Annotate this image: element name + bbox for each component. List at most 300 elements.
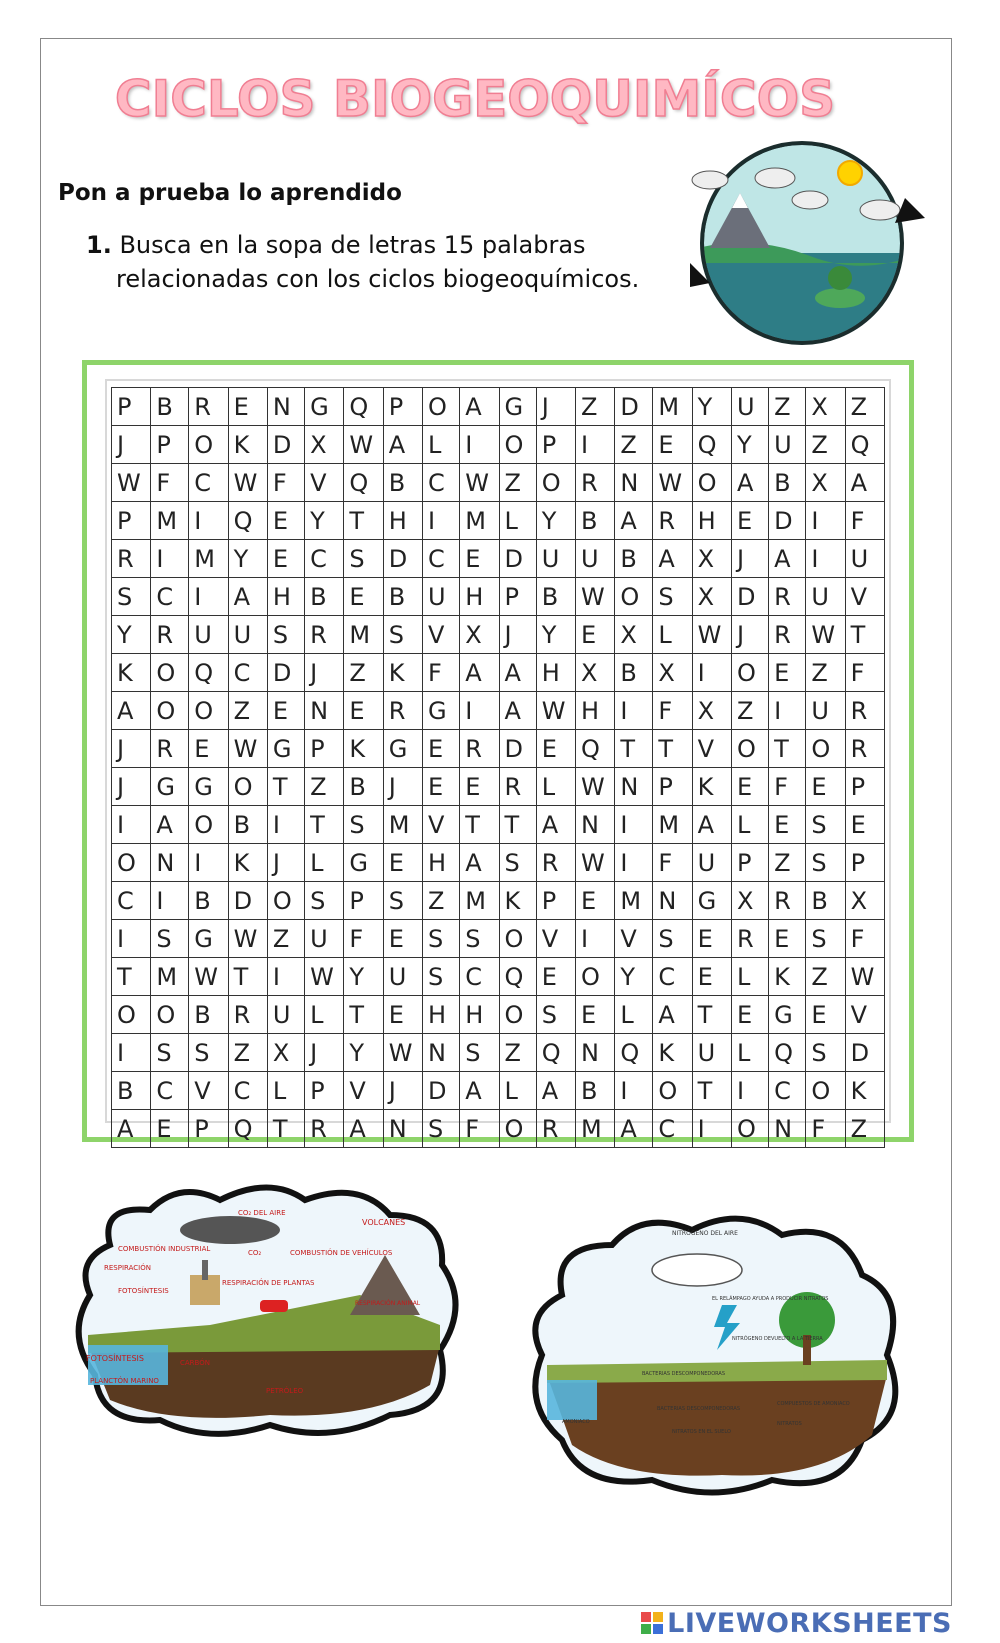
word-search-cell[interactable]: J [383,768,422,806]
word-search-cell[interactable]: Z [423,882,460,920]
word-search-cell[interactable]: V [692,730,731,768]
word-search-cell[interactable]: P [383,388,422,426]
word-search-cell[interactable]: K [692,768,731,806]
word-search-cell[interactable]: D [731,578,768,616]
word-search-cell[interactable]: T [653,730,692,768]
word-search-cell[interactable]: V [536,920,575,958]
word-search-cell[interactable]: P [112,388,151,426]
word-search-cell[interactable]: B [806,882,845,920]
word-search-cell[interactable]: A [112,692,151,730]
word-search-cell[interactable]: B [576,1072,615,1110]
word-search-cell[interactable]: R [845,730,884,768]
word-search-cell[interactable]: A [653,996,692,1034]
word-search-cell[interactable]: E [845,806,884,844]
word-search-cell[interactable]: A [460,654,499,692]
word-search-cell[interactable]: R [536,844,575,882]
word-search-cell[interactable]: C [151,1072,189,1110]
word-search-cell[interactable]: A [769,540,806,578]
word-search-cell[interactable]: S [460,920,499,958]
word-search-cell[interactable]: E [536,958,575,996]
word-search-cell[interactable]: T [692,996,731,1034]
word-search-cell[interactable]: A [112,1110,151,1148]
word-search-cell[interactable]: X [806,464,845,502]
word-search-cell[interactable]: L [615,996,653,1034]
word-search-cell[interactable]: Y [305,502,344,540]
word-search-cell[interactable]: G [692,882,731,920]
word-search-cell[interactable]: P [499,578,536,616]
word-search-cell[interactable]: O [151,654,189,692]
word-search-cell[interactable]: H [576,692,615,730]
word-search-cell[interactable]: M [383,806,422,844]
word-search-cell[interactable]: E [189,730,228,768]
word-search-cell[interactable]: O [806,1072,845,1110]
word-search-cell[interactable]: V [615,920,653,958]
word-search-cell[interactable]: T [267,1110,304,1148]
word-search-cell[interactable]: Q [344,464,383,502]
word-search-cell[interactable]: I [806,540,845,578]
word-search-cell[interactable]: B [769,464,806,502]
word-search-cell[interactable]: A [460,1072,499,1110]
word-search-cell[interactable]: A [460,844,499,882]
word-search-cell[interactable]: I [615,692,653,730]
word-search-cell[interactable]: Y [692,388,731,426]
word-search-cell[interactable]: E [151,1110,189,1148]
word-search-cell[interactable]: Y [536,502,575,540]
word-search-cell[interactable]: L [499,502,536,540]
word-search-cell[interactable]: T [692,1072,731,1110]
word-search-cell[interactable]: A [228,578,267,616]
word-search-cell[interactable]: Z [845,388,884,426]
word-search-cell[interactable]: Y [228,540,267,578]
word-search-cell[interactable]: E [692,920,731,958]
word-search-cell[interactable]: B [615,654,653,692]
word-search-cell[interactable]: K [344,730,383,768]
word-search-cell[interactable]: W [344,426,383,464]
word-search-cell[interactable]: W [383,1034,422,1072]
word-search-cell[interactable]: Z [305,768,344,806]
word-search-cell[interactable]: M [460,882,499,920]
word-search-cell[interactable]: O [112,844,151,882]
word-search-cell[interactable]: P [189,1110,228,1148]
word-search-cell[interactable]: B [344,768,383,806]
word-search-cell[interactable]: D [845,1034,884,1072]
word-search-cell[interactable]: Z [499,464,536,502]
word-search-cell[interactable]: C [151,578,189,616]
word-search-cell[interactable]: S [423,920,460,958]
word-search-cell[interactable]: N [769,1110,806,1148]
word-search-cell[interactable]: S [536,996,575,1034]
word-search-cell[interactable]: C [228,1072,267,1110]
word-search-cell[interactable]: Z [806,654,845,692]
word-search-cell[interactable]: F [845,920,884,958]
word-search-cell[interactable]: W [460,464,499,502]
word-search-cell[interactable]: E [692,958,731,996]
word-search-cell[interactable]: A [499,654,536,692]
word-search-cell[interactable]: E [344,692,383,730]
word-search-cell[interactable]: O [151,692,189,730]
word-search-cell[interactable]: C [305,540,344,578]
word-search-cell[interactable]: E [576,996,615,1034]
word-search-cell[interactable]: I [112,1034,151,1072]
word-search-cell[interactable]: Z [228,1034,267,1072]
word-search-cell[interactable]: D [228,882,267,920]
word-search-cell[interactable]: V [845,578,884,616]
word-search-cell[interactable]: G [383,730,422,768]
word-search-cell[interactable]: W [228,920,267,958]
word-search-cell[interactable]: E [576,616,615,654]
word-search-cell[interactable]: C [460,958,499,996]
word-search-cell[interactable]: X [305,426,344,464]
word-search-cell[interactable]: P [845,768,884,806]
word-search-cell[interactable]: N [267,388,304,426]
word-search-cell[interactable]: G [189,920,228,958]
word-search-cell[interactable]: E [344,578,383,616]
word-search-cell[interactable]: Z [499,1034,536,1072]
word-search-cell[interactable]: G [151,768,189,806]
word-search-cell[interactable]: C [189,464,228,502]
word-search-cell[interactable]: I [460,426,499,464]
word-search-cell[interactable]: E [769,806,806,844]
word-search-cell[interactable]: B [189,996,228,1034]
word-search-cell[interactable]: O [806,730,845,768]
word-search-cell[interactable]: O [189,692,228,730]
word-search-cell[interactable]: T [267,768,304,806]
word-search-cell[interactable]: H [536,654,575,692]
word-search-cell[interactable]: E [460,768,499,806]
word-search-cell[interactable]: E [536,730,575,768]
word-search-cell[interactable]: J [305,654,344,692]
word-search-cell[interactable]: B [305,578,344,616]
word-search-cell[interactable]: U [576,540,615,578]
word-search-cell[interactable]: K [845,1072,884,1110]
word-search-cell[interactable]: F [344,920,383,958]
word-search-cell[interactable]: O [499,426,536,464]
word-search-cell[interactable]: W [576,844,615,882]
word-search-cell[interactable]: G [423,692,460,730]
word-search-cell[interactable]: P [305,1072,344,1110]
word-search-cell[interactable]: G [305,388,344,426]
word-search-cell[interactable]: U [305,920,344,958]
word-search-cell[interactable]: N [576,1034,615,1072]
word-search-cell[interactable]: A [344,1110,383,1148]
word-search-cell[interactable]: O [692,464,731,502]
word-search-cell[interactable]: X [845,882,884,920]
word-search-cell[interactable]: B [576,502,615,540]
word-search-cell[interactable]: X [653,654,692,692]
word-search-cell[interactable]: S [383,616,422,654]
word-search-cell[interactable]: M [189,540,228,578]
word-search-cell[interactable]: T [344,502,383,540]
word-search-cell[interactable]: A [151,806,189,844]
word-search-cell[interactable]: E [731,502,768,540]
word-search-cell[interactable]: G [344,844,383,882]
word-search-cell[interactable]: Y [615,958,653,996]
word-search-cell[interactable]: S [499,844,536,882]
word-search-cell[interactable]: A [499,692,536,730]
word-search-cell[interactable]: V [423,616,460,654]
word-search-cell[interactable]: W [576,768,615,806]
word-search-cell[interactable]: O [499,1110,536,1148]
word-search-cell[interactable]: I [615,806,653,844]
word-search-cell[interactable]: R [536,1110,575,1148]
word-search-cell[interactable]: Y [344,1034,383,1072]
word-search-cell[interactable]: W [806,616,845,654]
word-search-cell[interactable]: F [845,654,884,692]
word-search-cell[interactable]: E [806,996,845,1034]
word-search-cell[interactable]: F [653,844,692,882]
word-search-cell[interactable]: R [499,768,536,806]
word-search-cell[interactable]: S [267,616,304,654]
word-search-cell[interactable]: O [536,464,575,502]
word-search-cell[interactable]: Z [845,1110,884,1148]
word-search-cell[interactable]: D [423,1072,460,1110]
word-search-cell[interactable]: L [653,616,692,654]
word-search-cell[interactable]: I [151,882,189,920]
word-search-cell[interactable]: C [653,958,692,996]
word-search-cell[interactable]: Z [576,388,615,426]
word-search-cell[interactable]: X [806,388,845,426]
word-search-cell[interactable]: E [228,388,267,426]
word-search-cell[interactable]: V [845,996,884,1034]
word-search-cell[interactable]: N [576,806,615,844]
word-search-cell[interactable]: S [806,806,845,844]
word-search-cell[interactable]: S [806,844,845,882]
word-search-cell[interactable]: W [692,616,731,654]
word-search-cell[interactable]: Z [769,844,806,882]
word-search-cell[interactable]: A [536,1072,575,1110]
word-search-cell[interactable]: W [576,578,615,616]
word-search-cell[interactable]: E [806,768,845,806]
word-search-cell[interactable]: B [536,578,575,616]
word-search-cell[interactable]: F [806,1110,845,1148]
word-search-cell[interactable]: I [460,692,499,730]
word-search-cell[interactable]: S [112,578,151,616]
word-search-cell[interactable]: V [305,464,344,502]
word-search-cell[interactable]: I [731,1072,768,1110]
word-search-cell[interactable]: O [112,996,151,1034]
word-search-cell[interactable]: Q [536,1034,575,1072]
word-search-cell[interactable]: R [112,540,151,578]
word-search-cell[interactable]: L [536,768,575,806]
word-search-cell[interactable]: V [189,1072,228,1110]
word-search-cell[interactable]: P [536,882,575,920]
word-search-cell[interactable]: I [112,920,151,958]
word-search-cell[interactable]: V [423,806,460,844]
word-search-cell[interactable]: D [499,540,536,578]
word-search-cell[interactable]: S [653,920,692,958]
word-search-cell[interactable]: I [615,1072,653,1110]
word-search-cell[interactable]: R [769,882,806,920]
word-search-cell[interactable]: Q [228,502,267,540]
word-search-cell[interactable]: Y [536,616,575,654]
word-search-cell[interactable]: U [423,578,460,616]
word-search-cell[interactable]: F [267,464,304,502]
word-search-cell[interactable]: A [845,464,884,502]
word-search-cell[interactable]: B [151,388,189,426]
word-search-cell[interactable]: A [615,502,653,540]
word-search-cell[interactable]: S [305,882,344,920]
word-search-cell[interactable]: H [423,996,460,1034]
word-search-cell[interactable]: M [653,388,692,426]
word-search-cell[interactable]: X [692,578,731,616]
word-search-cell[interactable]: O [151,996,189,1034]
word-search-cell[interactable]: Z [806,426,845,464]
word-search-cell[interactable]: R [769,616,806,654]
word-search-cell[interactable]: Q [692,426,731,464]
word-search-cell[interactable]: K [112,654,151,692]
word-search-cell[interactable]: M [576,1110,615,1148]
word-search-cell[interactable]: A [383,426,422,464]
word-search-cell[interactable]: T [305,806,344,844]
word-search-cell[interactable]: I [615,844,653,882]
word-search-cell[interactable]: S [460,1034,499,1072]
word-search-cell[interactable]: R [845,692,884,730]
word-search-cell[interactable]: U [731,388,768,426]
word-search-cell[interactable]: I [151,540,189,578]
word-search-cell[interactable]: H [423,844,460,882]
word-search-cell[interactable]: I [692,1110,731,1148]
word-search-cell[interactable]: I [769,692,806,730]
word-search-cell[interactable]: P [731,844,768,882]
word-search-cell[interactable]: W [653,464,692,502]
word-search-cell[interactable]: W [228,464,267,502]
word-search-cell[interactable]: O [228,768,267,806]
word-search-cell[interactable]: R [769,578,806,616]
word-search-cell[interactable]: G [267,730,304,768]
word-search-cell[interactable]: B [189,882,228,920]
word-search-cell[interactable]: H [692,502,731,540]
word-search-cell[interactable]: E [383,920,422,958]
word-search-cell[interactable]: J [112,768,151,806]
word-search-cell[interactable]: S [423,1110,460,1148]
word-search-cell[interactable]: S [151,920,189,958]
word-search-cell[interactable]: H [460,578,499,616]
word-search-cell[interactable]: B [228,806,267,844]
word-search-cell[interactable]: S [806,920,845,958]
word-search-cell[interactable]: O [731,654,768,692]
word-search-cell[interactable]: O [615,578,653,616]
word-search-cell[interactable]: O [499,920,536,958]
word-search-cell[interactable]: T [460,806,499,844]
word-search-cell[interactable]: O [499,996,536,1034]
word-search-cell[interactable]: Q [615,1034,653,1072]
word-search-cell[interactable]: I [189,844,228,882]
word-search-cell[interactable]: J [112,426,151,464]
word-search-cell[interactable]: T [845,616,884,654]
word-search-cell[interactable]: S [344,806,383,844]
word-search-cell[interactable]: Q [228,1110,267,1148]
word-search-cell[interactable]: R [305,1110,344,1148]
word-search-cell[interactable]: U [383,958,422,996]
word-search-cell[interactable]: J [499,616,536,654]
word-search-cell[interactable]: N [423,1034,460,1072]
word-search-cell[interactable]: X [615,616,653,654]
word-search-cell[interactable]: Z [731,692,768,730]
word-search-cell[interactable]: N [615,464,653,502]
word-search-cell[interactable]: Y [112,616,151,654]
word-search-cell[interactable]: S [344,540,383,578]
word-search-cell[interactable]: I [112,806,151,844]
word-search-cell[interactable]: Q [576,730,615,768]
word-search-cell[interactable]: E [383,996,422,1034]
word-search-cell[interactable]: D [499,730,536,768]
word-search-cell[interactable]: F [845,502,884,540]
word-search-cell[interactable]: E [423,768,460,806]
word-search-cell[interactable]: I [692,654,731,692]
word-search-cell[interactable]: R [460,730,499,768]
word-search-cell[interactable]: I [423,502,460,540]
word-search-cell[interactable]: E [460,540,499,578]
word-search-cell[interactable]: D [267,654,304,692]
word-search-cell[interactable]: S [423,958,460,996]
word-search-cell[interactable]: R [731,920,768,958]
word-search-cell[interactable]: G [769,996,806,1034]
word-search-cell[interactable]: D [267,426,304,464]
word-search-cell[interactable]: Y [344,958,383,996]
word-search-cell[interactable]: N [151,844,189,882]
word-search-cell[interactable]: Y [731,426,768,464]
word-search-cell[interactable]: O [267,882,304,920]
word-search-cell[interactable]: W [189,958,228,996]
word-search-cell[interactable]: O [576,958,615,996]
word-search-cell[interactable]: O [189,806,228,844]
word-search-cell[interactable]: L [731,806,768,844]
word-search-cell[interactable]: I [189,578,228,616]
word-search-cell[interactable]: O [731,1110,768,1148]
word-search-cell[interactable]: Z [769,388,806,426]
word-search-cell[interactable]: L [423,426,460,464]
word-search-cell[interactable]: K [769,958,806,996]
word-search-cell[interactable]: Z [267,920,304,958]
word-search-cell[interactable]: W [536,692,575,730]
word-search-cell[interactable]: X [576,654,615,692]
word-search-cell[interactable]: W [228,730,267,768]
word-search-cell[interactable]: S [189,1034,228,1072]
word-search-cell[interactable]: U [806,692,845,730]
word-search-cell[interactable]: Q [189,654,228,692]
word-search-cell[interactable]: I [576,426,615,464]
word-search-cell[interactable]: U [769,426,806,464]
word-search-cell[interactable]: J [536,388,575,426]
word-search-cell[interactable]: F [151,464,189,502]
word-search-cell[interactable]: D [615,388,653,426]
word-search-cell[interactable]: T [112,958,151,996]
word-search-cell[interactable]: C [423,540,460,578]
word-search-cell[interactable]: H [383,502,422,540]
word-search-cell[interactable]: L [305,996,344,1034]
word-search-cell[interactable]: A [536,806,575,844]
word-search-cell[interactable]: R [189,388,228,426]
word-search-cell[interactable]: N [305,692,344,730]
word-search-cell[interactable]: E [769,654,806,692]
word-search-cell[interactable]: S [151,1034,189,1072]
word-search-cell[interactable]: O [189,426,228,464]
word-search-cell[interactable]: K [228,844,267,882]
word-search-cell[interactable]: D [383,540,422,578]
word-search-cell[interactable]: X [692,692,731,730]
word-search-cell[interactable]: S [383,882,422,920]
word-search-cell[interactable]: F [653,692,692,730]
word-search-cell[interactable]: E [653,426,692,464]
word-search-cell[interactable]: P [112,502,151,540]
word-search-cell[interactable]: L [499,1072,536,1110]
word-search-cell[interactable]: R [576,464,615,502]
word-search-cell[interactable]: V [344,1072,383,1110]
word-search-cell[interactable]: E [267,692,304,730]
word-search-cell[interactable]: T [499,806,536,844]
word-search-cell[interactable]: B [112,1072,151,1110]
word-search-cell[interactable]: I [576,920,615,958]
